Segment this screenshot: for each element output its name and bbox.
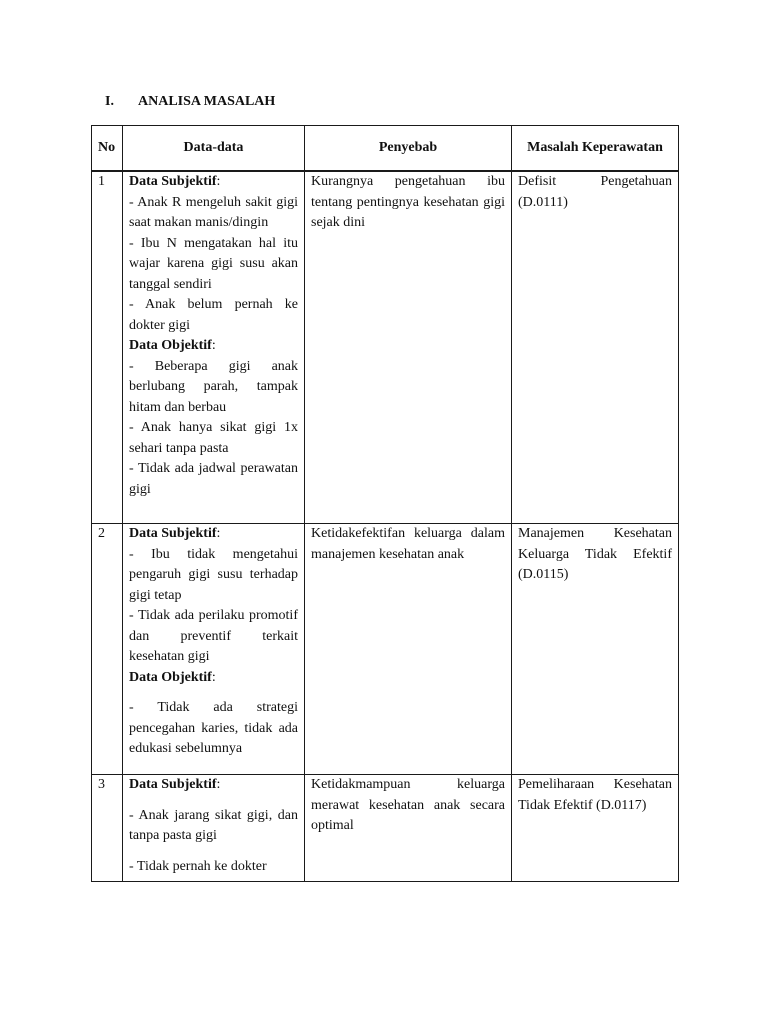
data-item: - Tidak pernah ke dokter [129,858,267,874]
data-item: - Tidak ada strategi pencegahan karies, tidak ada edukasi sebelumnya [129,700,298,756]
header-no: No [92,126,123,172]
cause-cell [305,524,512,775]
row-number: 2 [92,524,123,775]
row-number: 3 [92,775,123,882]
table-header-row [92,126,679,172]
subjective-heading: Data Subjektif: [129,777,221,792]
problem-cell [512,524,679,775]
data-cell [123,775,305,882]
table-row [92,171,679,524]
subjective-heading: Data Subjektif: [129,526,221,541]
cause-cell [305,171,512,524]
cause-text: Kurangnya pengetahuan ibu tentang pentingnya kesehatan gigi sejak dini [311,174,505,230]
cause-cell [305,775,512,882]
subjective-label: Data Subjektif [129,174,217,189]
subjective-label: Data Subjektif [129,777,217,792]
header-problem: Masalah Keperawatan [512,126,679,172]
data-item: - Tidak ada jadwal perawatan gigi [129,461,298,497]
data-item: - Beberapa gigi anak berlubang parah, tampak hitam dan berbau [129,358,298,415]
cause-text: Ketidakmampuan keluarga merawat kesehatan anak secara optimal [311,777,505,833]
objective-heading: Data Objektif: [129,669,216,685]
problem-text: Defisit Pengetahuan (D.0111) [518,174,672,210]
problem-text: Pemeliharaan Kesehatan Tidak Efektif (D.0117) [518,777,672,813]
objective-heading: Data Objektif: [129,338,216,353]
data-cell [123,171,305,524]
analysis-table [91,125,679,882]
objective-label: Data Objektif [129,669,212,685]
section-number: I. [105,94,114,109]
data-item: - Anak hanya sikat gigi 1x sehari tanpa pasta [129,420,298,456]
data-item: - Ibu N mengatakan hal itu wajar karena gigi susu akan tanggal sendiri [129,235,298,292]
data-item: - Ibu tidak mengetahui pengaruh gigi susu terhadap gigi tetap [129,546,298,603]
header-cause: Penyebab [305,126,512,172]
data-item: - Tidak ada perilaku promotif dan preventif terkait kesehatan gigi [129,608,298,664]
section-heading [105,93,275,111]
data-item: - Anak R mengeluh sakit gigi saat makan manis/dingin [129,194,298,230]
problem-cell [512,171,679,524]
row-number: 1 [92,171,123,524]
problem-text: Manajemen Kesehatan Keluarga Tidak Efektif (D.0115) [518,526,672,582]
data-cell-content [129,775,298,876]
table-row [92,524,679,775]
problem-cell [512,775,679,882]
data-item: - Anak belum pernah ke dokter gigi [129,297,298,333]
cause-text: Ketidakefektifan keluarga dalam manajemen kesehatan anak [311,526,505,562]
table-row [92,775,679,882]
subjective-label: Data Subjektif [129,526,217,541]
objective-label: Data Objektif [129,338,212,353]
data-cell [123,524,305,775]
subjective-heading: Data Subjektif: [129,174,221,189]
data-item: - Anak jarang sikat gigi, dan tanpa pasta gigi [129,807,298,843]
section-title: ANALISA MASALAH [138,94,276,109]
header-data: Data-data [123,126,305,172]
